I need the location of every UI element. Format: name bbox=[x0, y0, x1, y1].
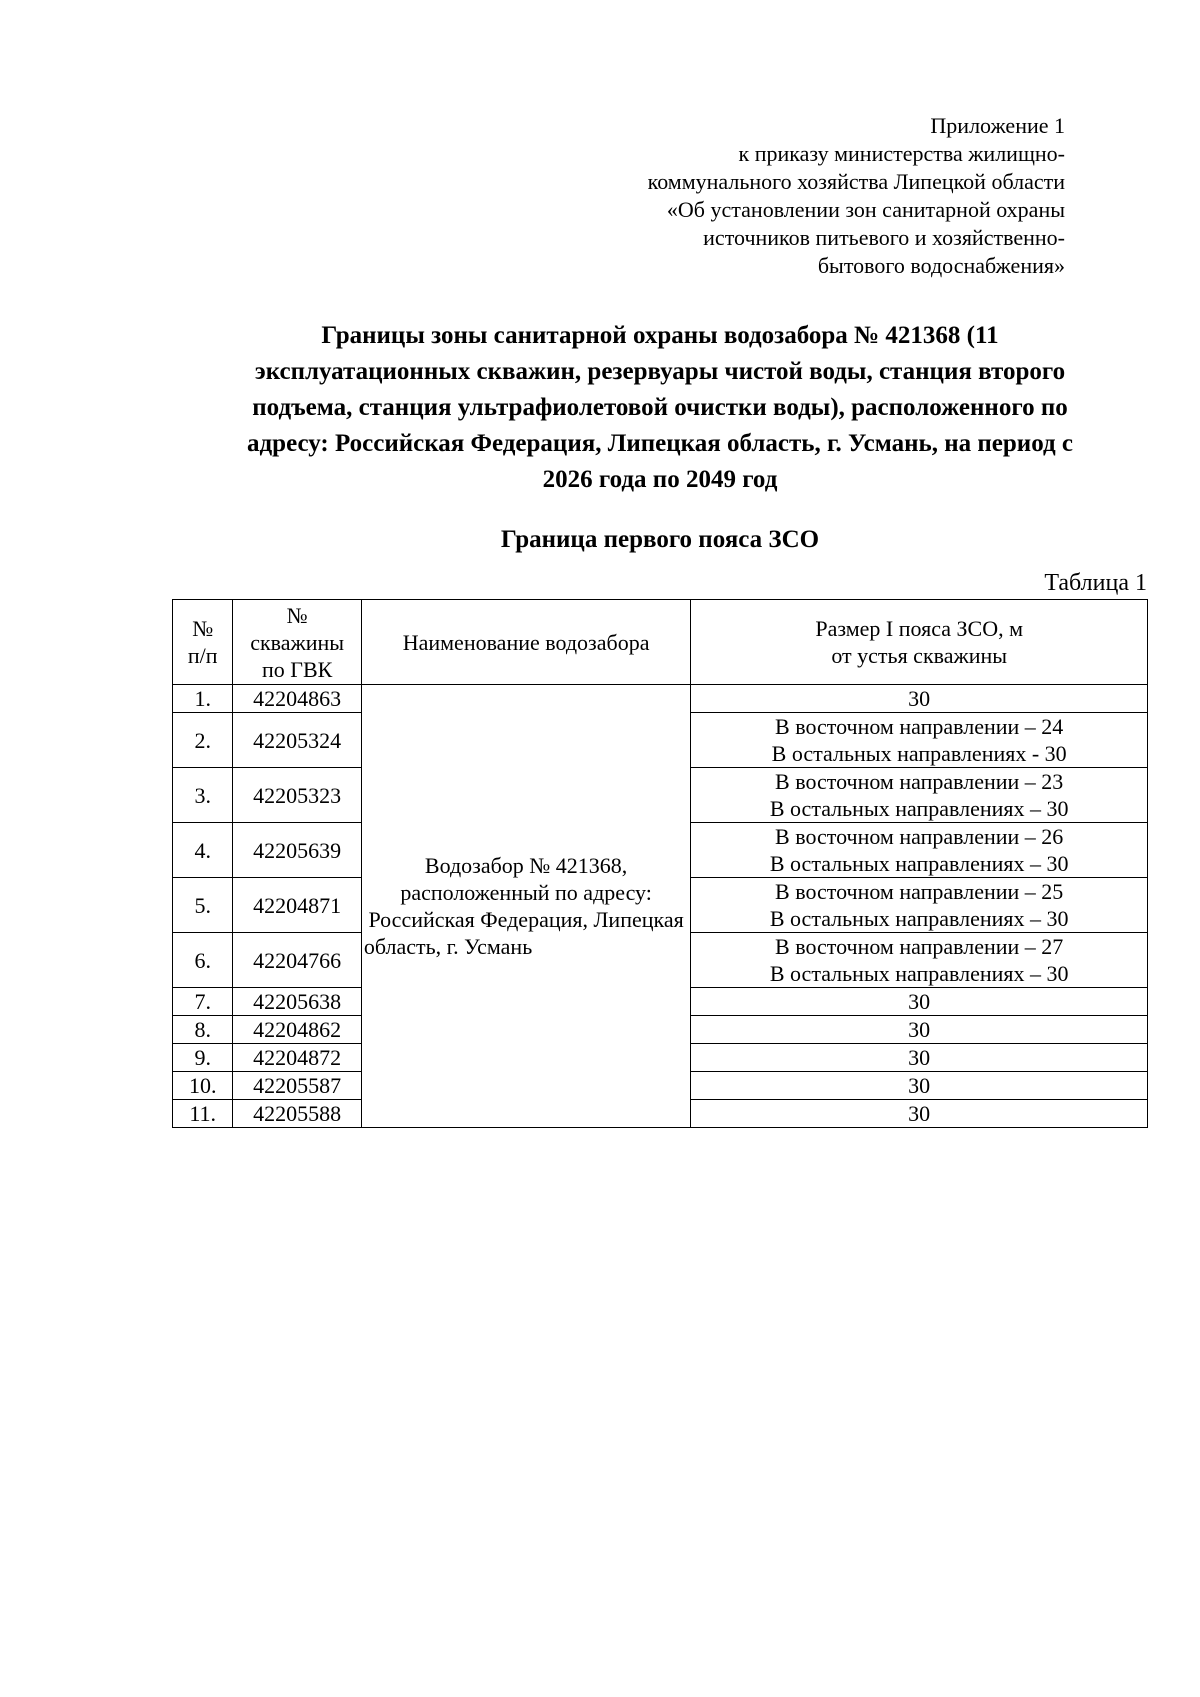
cell-num: 8. bbox=[173, 1016, 233, 1044]
cell-size bbox=[691, 1100, 1148, 1128]
size-line: В остальных направлениях - 30 bbox=[771, 741, 1067, 766]
header-well bbox=[233, 600, 361, 685]
cell-num: 4. bbox=[173, 823, 233, 878]
cell-well: 42205587 bbox=[233, 1072, 361, 1100]
table-row bbox=[173, 685, 1148, 713]
cell-well: 42205324 bbox=[233, 713, 361, 768]
title-line: Границы зоны санитарной охраны водозабора № 421368 (11 bbox=[321, 322, 999, 349]
cell-size bbox=[691, 1044, 1148, 1072]
appendix-line: коммунального хозяйства Липецкой области bbox=[647, 169, 1065, 194]
size-line: В остальных направлениях – 30 bbox=[769, 851, 1069, 876]
size-line: 30 bbox=[908, 1101, 931, 1126]
cell-num: 7. bbox=[173, 988, 233, 1016]
cell-num: 11. bbox=[173, 1100, 233, 1128]
appendix-block bbox=[465, 112, 1065, 280]
size-line: В остальных направлениях – 30 bbox=[769, 796, 1069, 821]
title-line: 2026 года по 2049 год bbox=[542, 466, 778, 493]
size-line: В восточном направлении – 23 bbox=[775, 769, 1064, 794]
size-line: В восточном направлении – 25 bbox=[775, 879, 1064, 904]
table-body bbox=[173, 685, 1148, 1128]
cell-well: 42205323 bbox=[233, 768, 361, 823]
appendix-line: Приложение 1 bbox=[930, 113, 1065, 138]
header-line: п/п bbox=[187, 643, 218, 668]
cell-well: 42205638 bbox=[233, 988, 361, 1016]
cell-well: 42205588 bbox=[233, 1100, 361, 1128]
zone-table bbox=[172, 599, 1148, 1128]
cell-size bbox=[691, 768, 1148, 823]
cell-well: 42204766 bbox=[233, 933, 361, 988]
size-line: В восточном направлении – 24 bbox=[775, 714, 1064, 739]
section-title: Граница первого пояса ЗСО bbox=[500, 526, 820, 553]
cell-size bbox=[691, 1016, 1148, 1044]
size-line: 30 bbox=[908, 1045, 931, 1070]
cell-num: 3. bbox=[173, 768, 233, 823]
cell-size bbox=[691, 988, 1148, 1016]
cell-size bbox=[691, 685, 1148, 713]
cell-size bbox=[691, 933, 1148, 988]
cell-well: 42205639 bbox=[233, 823, 361, 878]
appendix-line: источников питьевого и хозяйственно- bbox=[703, 225, 1065, 250]
table-label: Таблица 1 bbox=[1044, 570, 1147, 596]
cell-num: 2. bbox=[173, 713, 233, 768]
cell-intake-name: Водозабор № 421368, расположенный по адресу: Российская Федерация, Липецкая область, г. Усмань bbox=[361, 685, 691, 1128]
header-line: № bbox=[286, 602, 308, 628]
cell-num: 1. bbox=[173, 685, 233, 713]
appendix-line: «Об установлении зон санитарной охраны bbox=[666, 197, 1065, 222]
cell-num: 6. bbox=[173, 933, 233, 988]
cell-num: 10. bbox=[173, 1072, 233, 1100]
size-line: В остальных направлениях – 30 bbox=[769, 961, 1069, 986]
cell-size bbox=[691, 823, 1148, 878]
header-line: Размер I пояса ЗСО, м bbox=[815, 616, 1024, 641]
cell-well: 42204863 bbox=[233, 685, 361, 713]
title-line: подъема, станция ультрафиолетовой очистки воды), расположенного по bbox=[252, 394, 1068, 421]
size-line: В остальных направлениях – 30 bbox=[769, 906, 1069, 931]
cell-size bbox=[691, 878, 1148, 933]
cell-num: 5. bbox=[173, 878, 233, 933]
title-line: эксплуатационных скважин, резервуары чистой воды, станция второго bbox=[254, 358, 1066, 385]
size-line: 30 bbox=[908, 1017, 931, 1042]
header-line: от устья скважины bbox=[831, 643, 1008, 668]
size-line: 30 bbox=[908, 1073, 931, 1098]
header-name: Наименование водозабора bbox=[361, 600, 691, 685]
size-line: В восточном направлении – 26 bbox=[775, 824, 1064, 849]
cell-size bbox=[691, 713, 1148, 768]
table-header-row bbox=[173, 600, 1148, 685]
header-line: № bbox=[192, 616, 214, 641]
size-line: 30 bbox=[908, 686, 931, 711]
header-size bbox=[691, 600, 1148, 685]
cell-well: 42204872 bbox=[233, 1044, 361, 1072]
appendix-line: к приказу министерства жилищно- bbox=[738, 141, 1065, 166]
cell-well: 42204862 bbox=[233, 1016, 361, 1044]
cell-size bbox=[691, 1072, 1148, 1100]
document-title bbox=[175, 318, 1145, 498]
header-line: скважины bbox=[250, 629, 345, 655]
cell-num: 9. bbox=[173, 1044, 233, 1072]
size-line: 30 bbox=[908, 989, 931, 1014]
cell-well: 42204871 bbox=[233, 878, 361, 933]
size-line: В восточном направлении – 27 bbox=[775, 934, 1064, 959]
header-num bbox=[173, 600, 233, 685]
appendix-line: бытового водоснабжения» bbox=[817, 253, 1065, 278]
header-line: по ГВК bbox=[261, 656, 333, 682]
title-line: адресу: Российская Федерация, Липецкая область, г. Усмань, на период с bbox=[247, 430, 1073, 457]
